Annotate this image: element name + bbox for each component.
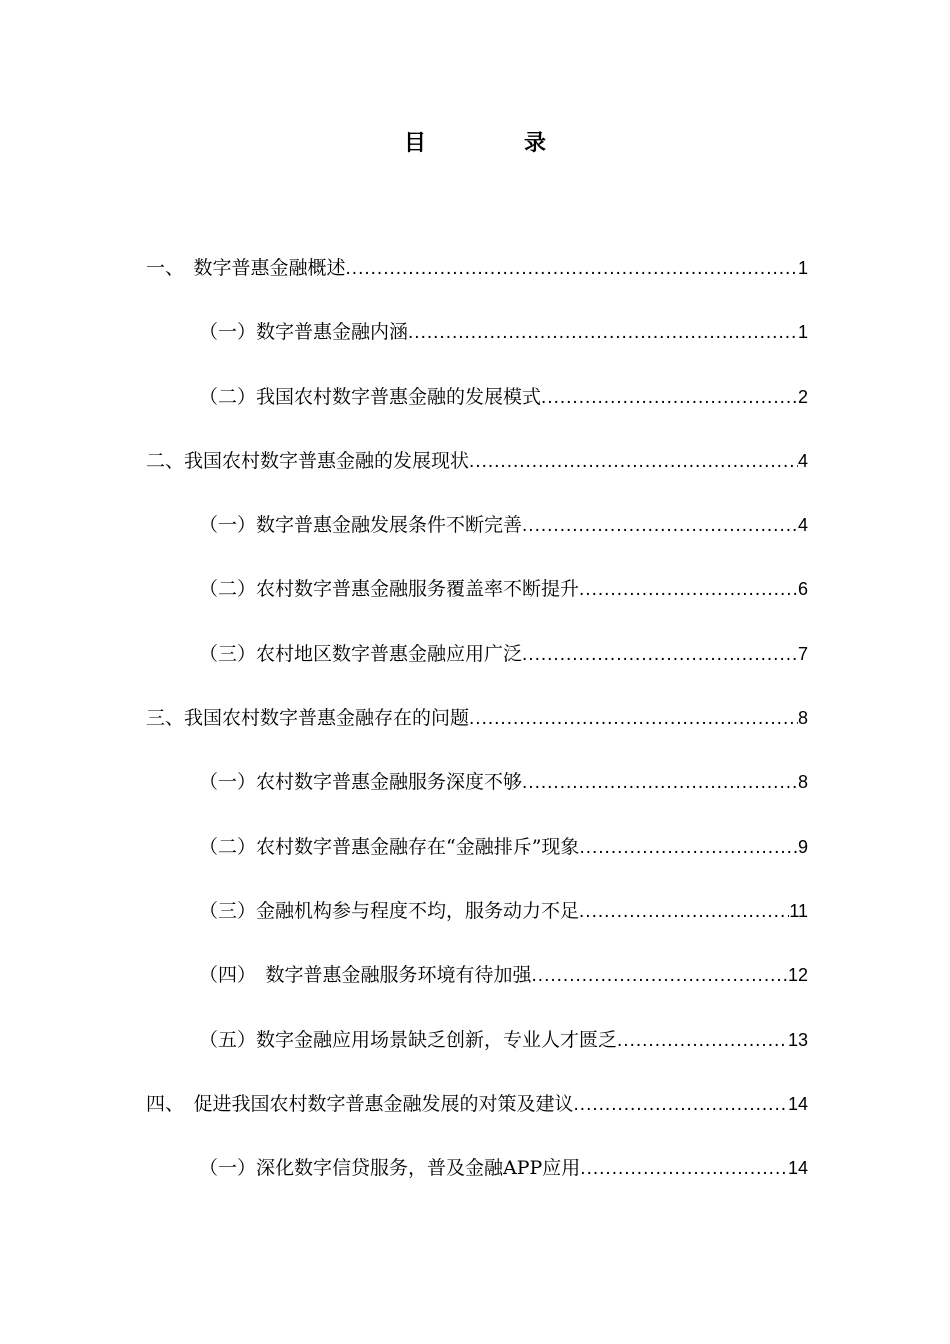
toc-entry[interactable] <box>146 443 808 507</box>
dot-leader <box>522 637 798 673</box>
toc-entry-label: （一）深化数字信贷服务，普及金融APP应用 <box>199 1157 581 1180</box>
toc-entry-label: （二）农村数字普惠金融存在“金融排斥”现象 <box>199 835 580 858</box>
toc-page-number: 9 <box>797 836 808 857</box>
toc-entry-label: （三）农村地区数字普惠金融应用广泛 <box>199 642 523 665</box>
toc-entry-label: （二）农村数字普惠金融服务覆盖率不断提升 <box>199 578 580 601</box>
toc-entry-label: 二、我国农村数字普惠金融的发展现状 <box>146 449 470 472</box>
dot-leader <box>580 1151 788 1187</box>
toc-entry-label: （一）数字普惠金融发展条件不断完善 <box>199 514 523 537</box>
toc-page-number: 1 <box>797 258 808 278</box>
toc-page-number: 11 <box>789 900 808 921</box>
dot-leader <box>579 894 789 930</box>
dot-leader <box>532 958 788 994</box>
toc-entry-label: （二）我国农村数字普惠金融的发展模式 <box>199 385 542 408</box>
toc-entry-label: （一）农村数字普惠金融服务深度不够 <box>199 771 523 794</box>
toc-entry[interactable] <box>146 507 808 571</box>
dot-leader <box>541 380 798 416</box>
toc-entry[interactable] <box>146 700 808 764</box>
toc-entry[interactable] <box>146 893 808 957</box>
toc-entry[interactable] <box>146 379 808 443</box>
dot-leader <box>408 315 798 351</box>
toc-entry[interactable] <box>146 636 808 700</box>
toc-page-number: 8 <box>797 772 808 793</box>
toc-entry[interactable] <box>146 1150 808 1214</box>
toc-title: 目 录 <box>403 130 584 156</box>
toc-entry[interactable] <box>146 764 808 828</box>
toc-entry[interactable] <box>146 1086 808 1150</box>
toc-entry-label: （五）数字金融应用场景缺乏创新，专业人才匮乏 <box>199 1028 618 1051</box>
dot-leader <box>469 701 798 737</box>
toc-entry[interactable] <box>146 829 808 893</box>
toc-page-number: 1 <box>797 322 808 343</box>
toc-page-number: 8 <box>797 708 808 729</box>
toc-page-number: 12 <box>787 965 808 986</box>
toc-page-number: 4 <box>797 450 808 471</box>
dot-leader <box>617 1023 788 1059</box>
toc-page-number: 7 <box>797 643 808 664</box>
dot-leader <box>522 765 798 801</box>
toc-entry-label: 三、我国农村数字普惠金融存在的问题 <box>146 707 470 730</box>
toc-entry-label: 一、 数字普惠金融概述 <box>146 257 346 279</box>
toc-entry-label: 四、 促进我国农村数字普惠金融发展的对策及建议 <box>146 1092 574 1115</box>
toc-entry[interactable] <box>146 957 808 1021</box>
dot-leader <box>579 830 798 866</box>
toc-page-number: 2 <box>797 386 808 407</box>
dot-leader <box>346 251 798 287</box>
toc-page-number: 14 <box>787 1158 808 1179</box>
toc-entry[interactable] <box>146 1022 808 1086</box>
toc-page-number: 4 <box>797 515 808 536</box>
table-of-contents <box>146 250 808 1214</box>
toc-page-number: 13 <box>787 1029 808 1050</box>
toc-entry[interactable] <box>146 314 808 378</box>
toc-entry-label: （三）金融机构参与程度不均，服务动力不足 <box>199 899 580 922</box>
toc-entry-label: （一）数字普惠金融内涵 <box>199 321 409 344</box>
toc-entry[interactable] <box>146 571 808 635</box>
dot-leader <box>574 1087 788 1123</box>
dot-leader <box>522 508 798 544</box>
dot-leader <box>579 572 798 608</box>
toc-page-number: 6 <box>797 579 808 600</box>
toc-entry-label: （四） 数字普惠金融服务环境有待加强 <box>199 964 532 987</box>
toc-entry[interactable] <box>146 250 808 314</box>
dot-leader <box>469 444 798 480</box>
toc-page-number: 14 <box>787 1093 808 1114</box>
